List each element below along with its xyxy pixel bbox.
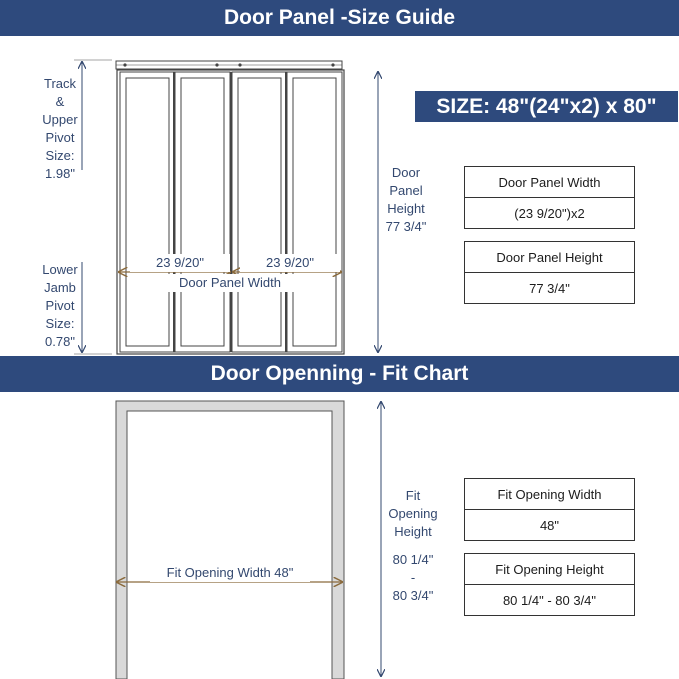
box-title: Fit Opening Height xyxy=(495,561,604,577)
fit-height-label: Fit Opening Height 80 1/4" - 80 3/4" xyxy=(388,488,438,603)
jamb-pivot-label: Lower Jamb Pivot Size: 0.78" xyxy=(42,262,78,349)
box-value: 80 1/4" - 80 3/4" xyxy=(465,584,634,615)
panel-height-label: Door Panel Height 77 3/4" xyxy=(385,165,427,234)
door-panels xyxy=(117,70,344,354)
track-pivot-label: Track & Upper Pivot Size: 1.98" xyxy=(42,76,78,181)
box-value: 77 3/4" xyxy=(465,272,634,303)
box-value: 48" xyxy=(465,509,634,540)
width-left-label: 23 9/20" xyxy=(130,254,230,272)
panel-width-label: Door Panel Width xyxy=(160,274,300,292)
box-value: (23 9/20")x2 xyxy=(465,197,634,228)
top-track xyxy=(116,61,342,69)
size-guide-banner: Door Panel -Size Guide xyxy=(0,0,679,36)
fit-width-label: Fit Opening Width 48" xyxy=(150,564,310,582)
door-opening-frame xyxy=(116,401,344,679)
width-right-label: 23 9/20" xyxy=(240,254,340,272)
panel-width-box xyxy=(464,166,635,229)
box-title: Door Panel Width xyxy=(498,174,601,190)
box-title: Fit Opening Width xyxy=(497,486,602,502)
fit-width-box xyxy=(464,478,635,541)
size-badge: SIZE: 48"(24"x2) x 80" xyxy=(415,91,678,122)
fit-height-box xyxy=(464,553,635,616)
box-title: Door Panel Height xyxy=(496,249,603,265)
panel-height-box xyxy=(464,241,635,304)
fit-chart-banner: Door Openning - Fit Chart xyxy=(0,356,679,392)
